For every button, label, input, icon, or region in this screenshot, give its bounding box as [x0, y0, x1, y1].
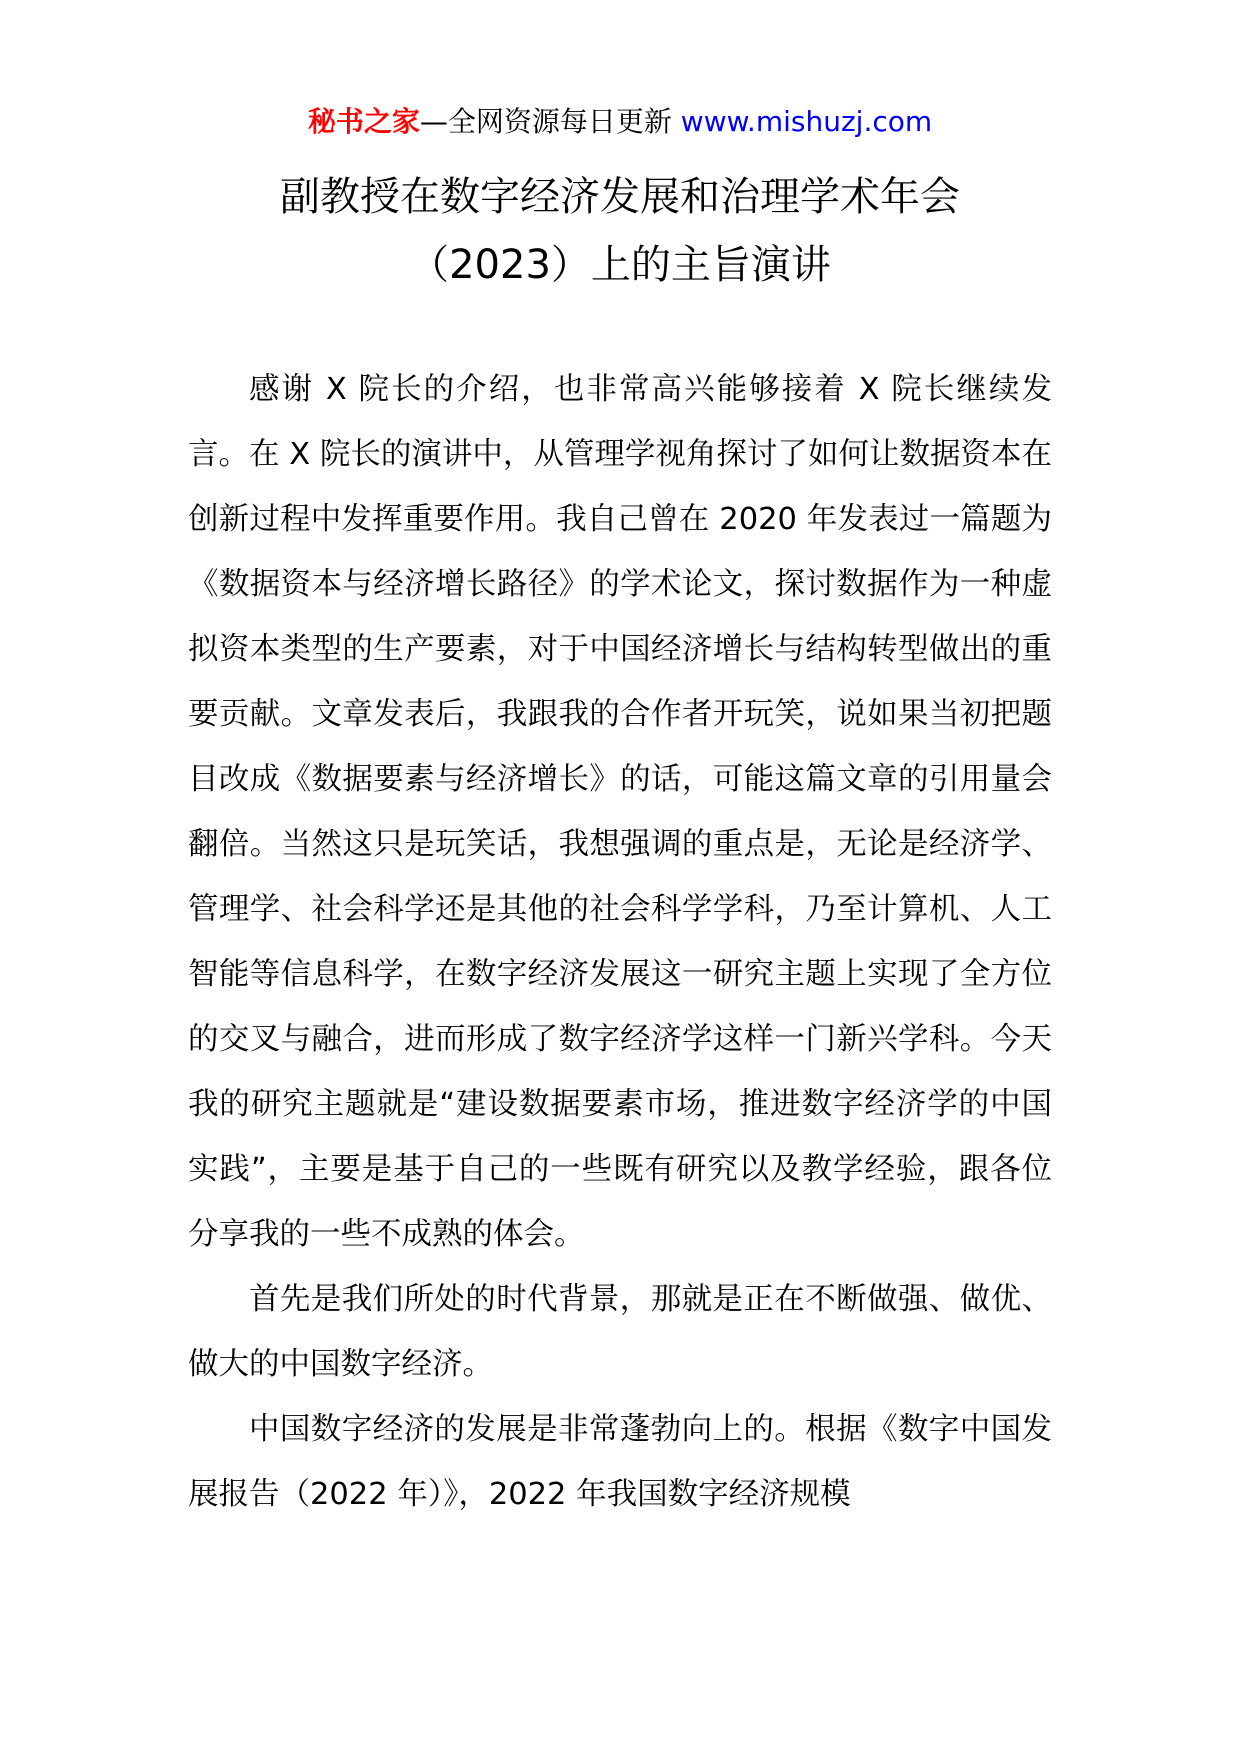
document-title — [0, 163, 1240, 299]
body-paragraph: 感谢 X 院长的介绍，也非常高兴能够接着 X 院长继续发言。在 X 院长的演讲中，从管理学视角探讨了如何让数据资本在创新过程中发挥重要作用。我自己曾在 2020 年发表过一篇题为《数据资本与经济增长路径》的学术论文，探讨数据作为一种虚拟资本类型的生产要素，对于中国经济增长与结构转型做出的重要贡献。文章发表后，我跟我的合作者开玩笑，说如果当初把题目改成《数据要素与经济增长》的话，可能这篇文章的引用量会翻倍。当然这只是玩笑话，我想强调的重点是，无论是经济学、管理学、社会科学还是其他的社会科学学科，乃至计算机、人工智能等信息科学，在数字经济发展这一研究主题上实现了全方位的交叉与融合，进而形成了数字经济学这样一门新兴学科。今天我的研究主题就是“建设数据要素市场，推进数字经济学的中国实践”，主要是基于自己的一些既有研究以及教学经验，跟各位分享我的一些不成熟的体会。 — [188, 372, 1052, 1252]
body-paragraph: 首先是我们所处的时代背景，那就是正在不断做强、做优、做大的中国数字经济。 — [188, 1282, 1052, 1382]
body-paragraph: 中国数字经济的发展是非常蓬勃向上的。根据《数字中国发展报告（2022 年）》，2022 年我国数字经济规模 — [188, 1412, 1052, 1512]
site-url-link[interactable]: www.mishuzj.com — [680, 105, 933, 138]
site-tagline: —全网资源每日更新 — [419, 105, 672, 138]
title-line-1: 副教授在数字经济发展和治理学术年会 — [280, 174, 960, 220]
title-line-2: （2023）上的主旨演讲 — [409, 242, 831, 288]
document-body — [188, 357, 1052, 1527]
site-header — [0, 102, 1240, 142]
site-brand: 秘书之家 — [307, 105, 420, 138]
